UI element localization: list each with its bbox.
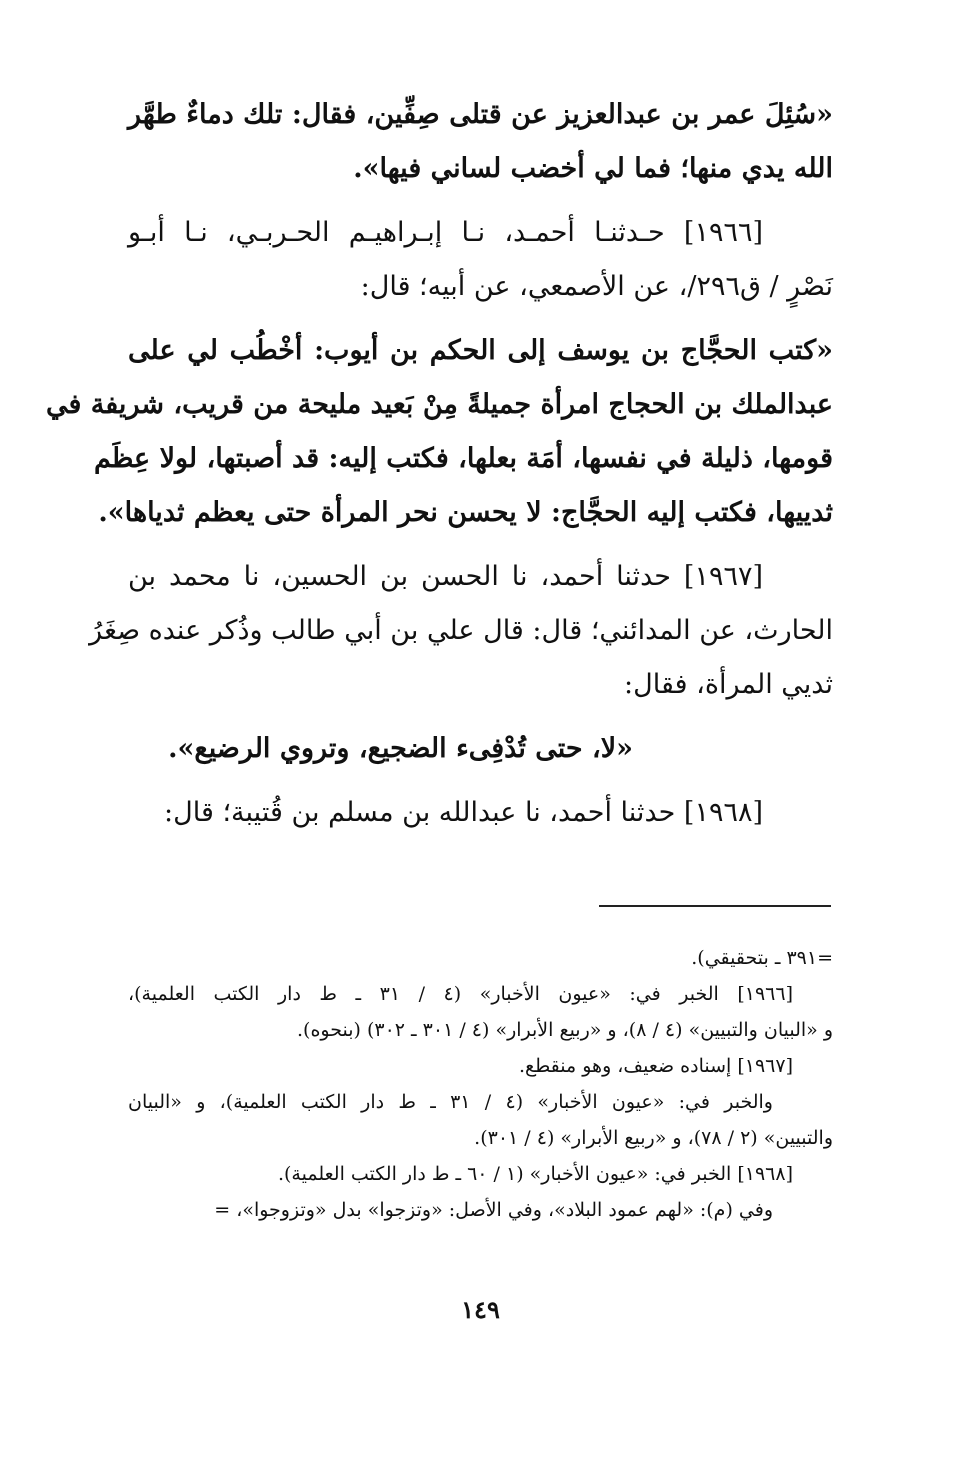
text-line: «كتب الحجَّاج بن يوسف إلى الحكم بن أيوب: أخْطُب لي على xyxy=(128,335,833,366)
paragraph-1968 xyxy=(128,786,833,840)
page-number: ١٤٩ xyxy=(461,1295,500,1324)
footnote-line: [١٩٦٧] إسناده ضعيف، وهو منقطع. xyxy=(518,1055,793,1077)
text-line: ثديي المرأة، فقال: xyxy=(624,669,833,700)
footnote-line: والخبر في: «عيون الأخبار» (٤ / ٣١ ـ ط دار الكتب العلمية)، و «البيان xyxy=(128,1091,773,1113)
text-line: الحارث، عن المدائني؛ قال: قال علي بن أبي طالب وذُكر عنده صِغَرُ xyxy=(89,615,833,646)
text-line: نَصْرٍ / ق٢٩٦/، عن الأصمعي، عن أبيه؛ قال: xyxy=(360,271,833,302)
footnote-line: =٣٩١ ـ بتحقيقي). xyxy=(691,947,833,969)
paragraph-umar xyxy=(128,88,833,196)
footnote-line: و «البيان والتبيين» (٤ / ٨)، و «ربيع الأبرار» (٤ / ٣٠١ ـ ٣٠٢) (بنحوه). xyxy=(297,1019,833,1041)
paragraph-1966 xyxy=(128,206,833,314)
paragraph-1967 xyxy=(89,550,833,712)
text-line: ثدييها، فكتب إليه الحجَّاج: لا يحسن نحر المرأة حتى يعظم ثدياها». xyxy=(98,497,833,528)
footnote-line: [١٩٦٨] الخبر في: «عيون الأخبار» (١ / ٦٠ ـ ط دار الكتب العلمية). xyxy=(277,1163,793,1185)
text-line: الله يدي منها؛ فما لي أخضب لساني فيها». xyxy=(353,153,833,184)
footnotes xyxy=(128,940,833,1228)
footnote-line: وفي (م): «لهم عمود البلاد»، وفي الأصل: «وتزجوا» بدل «وتزوجوا»، = xyxy=(214,1199,773,1221)
footnote-line: والتبيين» (٢ / ٧٨)، و «ربيع الأبرار» (٤ / ٣٠١). xyxy=(474,1127,833,1149)
text-line: [١٩٦٦] حـدثنـا أحمـد، نـا إبـراهيـم الحـربـي، نـا أبـو xyxy=(128,217,763,248)
footnote-line: [١٩٦٦] الخبر في: «عيون الأخبار» (٤ / ٣١ ـ ط دار الكتب العلمية)، xyxy=(128,983,793,1005)
text-line: «سُئِلَ عمر بن عبدالعزيز عن قتلى صِفِّين، فقال: تلك دماءٌ طهَّر xyxy=(128,99,833,130)
text-line: عبدالملك بن الحجاج امرأة جميلةً مِنْ بَعيد مليحة من قريب، شريفة في xyxy=(45,389,833,420)
text-line: [١٩٦٨] حدثنا أحمد، نا عبدالله بن مسلم بن قُتيبة؛ قال: xyxy=(164,797,763,828)
quote-ali: «لا، حتى تُدْفِىء الضجيع، وتروي الرضيع». xyxy=(168,733,633,764)
text-line: قومها، ذليلة في نفسها، أمَة بعلها، فكتب إليه: قد أصبتها، لولا عِظَم xyxy=(93,443,833,474)
paragraph-hajjaj xyxy=(45,324,833,540)
footnote-divider xyxy=(599,905,831,907)
main-text xyxy=(45,88,833,850)
text-line: [١٩٦٧] حدثنا أحمد، نا الحسن بن الحسين، نا محمد بن xyxy=(128,561,763,592)
